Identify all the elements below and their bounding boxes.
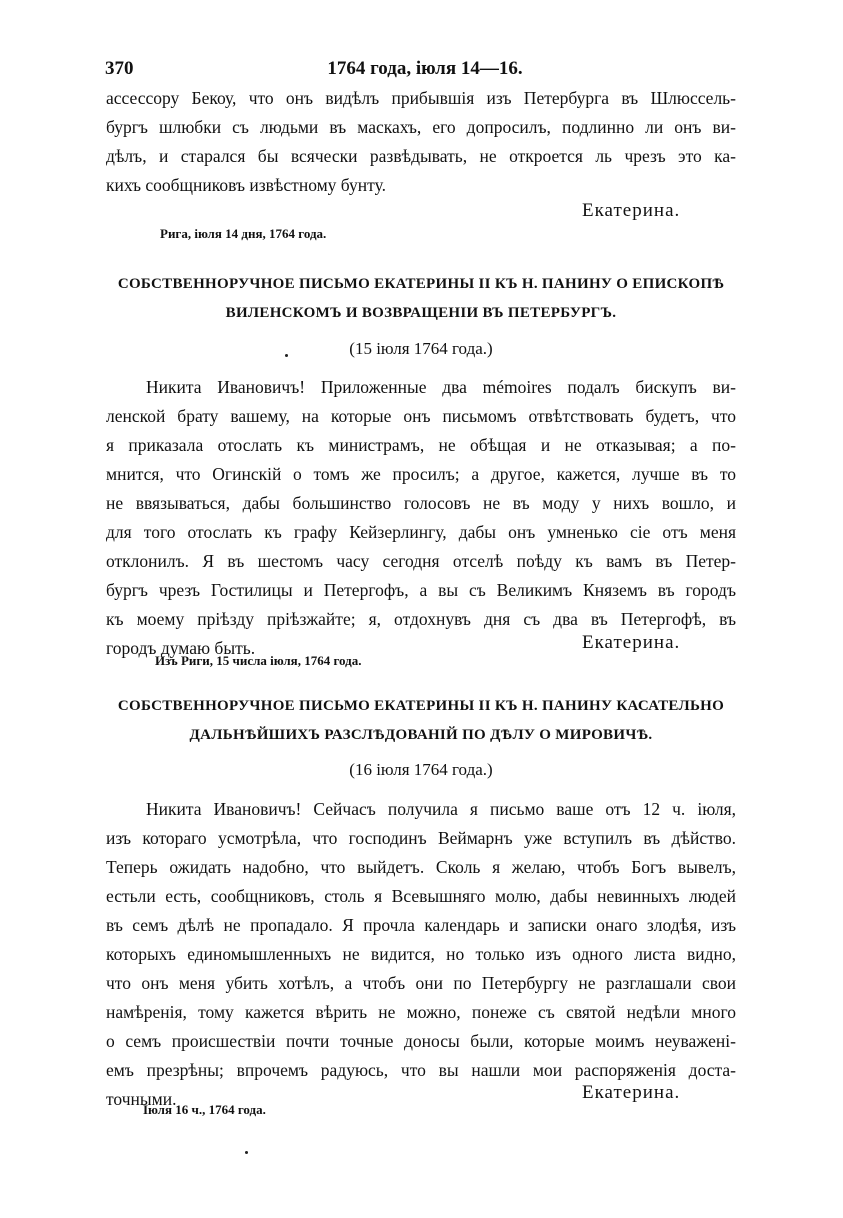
text-line: Никита Ивановичъ! Приложенные два mémoires подалъ бискупъ ви-: [146, 377, 736, 397]
text-line: точными.: [106, 1089, 177, 1109]
text-line: городъ думаю быть.: [106, 638, 256, 658]
text-line: Никита Ивановичъ! Сейчасъ получила я письмо ваше отъ 12 ч. іюля,: [146, 799, 736, 819]
text-line: которыхъ единомышленныхъ не видится, но только изъ одного листа видно,: [106, 944, 736, 964]
letter-1-body: [106, 84, 736, 200]
text-line: кихъ сообщниковъ извѣстному бунту.: [106, 175, 386, 195]
signature: Екатерина.: [582, 200, 681, 221]
letter-date: (16 іюля 1764 года.): [349, 760, 493, 779]
letter-2-title: [106, 270, 736, 328]
letter-date: (15 іюля 1764 года.): [349, 339, 493, 358]
text-line: ленской брату вашему, на которые онъ письмомъ отвѣтствовать будетъ, что: [106, 406, 736, 426]
text-line: мнится, что Огинскій о томъ же просилъ; а другое, кажется, лучше въ то: [106, 464, 736, 484]
text-line: Теперь ожидать надобно, что выйдетъ. Сколь я желаю, чтобъ Богъ вывелъ,: [106, 857, 736, 877]
text-line: о семъ происшествіи почти точные доносы были, которые моимъ неуваженi-: [106, 1031, 736, 1051]
text-line: я приказала отослать къ министрамъ, не обѣщая и не отказывая; а по-: [106, 435, 736, 455]
text-line: для того отослать къ графу Кейзерлингу, дабы онъ умненько сіе отъ меня: [106, 522, 736, 542]
text-line: естьли есть, сообщниковъ, столь я Всевышняго молю, дабы невинныхъ людей: [106, 886, 736, 906]
text-line: въ семъ дѣлѣ не пропадало. Я прочла календарь и записки онаго злодѣя, изъ: [106, 915, 736, 935]
place-date: Изъ Риги, 15 числа іюля, 1764 года.: [155, 653, 362, 668]
text-line: дѣлъ, и старался бы всячески развѣдывать, не откроется ль чрезъ это ка-: [106, 146, 736, 166]
letter-3-body: [106, 795, 736, 1114]
text-line: бургъ шлюбки съ людьми въ маскахъ, его допросилъ, подлинно ли онъ ви-: [106, 117, 736, 137]
text-line: не ввязываться, дабы большинство голосовъ не въ моду у нихъ вошло, и: [106, 493, 736, 513]
text-line: изъ котораго усмотрѣла, что господинъ Веймарнъ уже вступилъ въ дѣйство.: [106, 828, 736, 848]
text-line: бургъ чрезъ Гостилицы и Петергофъ, а вы съ Великимъ Княземъ въ городъ: [106, 580, 736, 600]
title-line: СОБСТВЕННОРУЧНОЕ ПИСЬМО ЕКАТЕРИНЫ II КЪ Н. ПАНИНУ О ЕПИСКОПѢ: [117, 276, 725, 292]
letter-3-title: [106, 692, 736, 750]
place-date: Іюля 16 ч., 1764 года.: [143, 1102, 266, 1117]
text-line: ассессору Бекоу, что онъ видѣлъ прибывшія изъ Петербурга въ Шлюссель-: [106, 88, 736, 108]
ink-speck: [245, 1151, 248, 1154]
text-line: къ моему пріѣзду пріѣзжайте; я, отдохнувъ дня съ два въ Петергофѣ, въ: [106, 609, 736, 629]
text-line: емъ презрѣны; впрочемъ радуюсь, что вы нашли мои распоряженія доста-: [106, 1060, 736, 1080]
title-line: СОБСТВЕННОРУЧНОЕ ПИСЬМО ЕКАТЕРИНЫ II КЪ Н. ПАНИНУ КАСАТЕЛЬНО: [117, 698, 725, 714]
title-line: ВИЛЕНСКОМЪ И ВОЗВРАЩЕНІИ ВЪ ПЕТЕРБУРГЪ.: [225, 305, 617, 321]
title-line: ДАЛЬНѢЙШИХЪ РАЗСЛѢДОВАНІЙ ПО ДѢЛУ О МИРОВИЧѢ.: [189, 727, 653, 743]
text-line: что онъ меня убить хотѣлъ, а чтобъ они по Петербургу не разглашали свои: [106, 973, 736, 993]
page-header: [105, 58, 745, 84]
page-number: 370: [105, 58, 134, 79]
letter-2-body: [106, 373, 736, 663]
running-title: 1764 года, іюля 14—16.: [327, 58, 523, 79]
text-line: намѣренія, тому кажется вѣрить не можно, понеже съ святой недѣли много: [106, 1002, 736, 1022]
text-line: отклонилъ. Я въ шестомъ часу сегодня отселѣ поѣду къ вамъ въ Петер-: [106, 551, 736, 571]
signature: Екатерина.: [582, 632, 681, 653]
signature: Екатерина.: [582, 1082, 681, 1103]
place-date: Рига, іюля 14 дня, 1764 года.: [160, 226, 327, 241]
